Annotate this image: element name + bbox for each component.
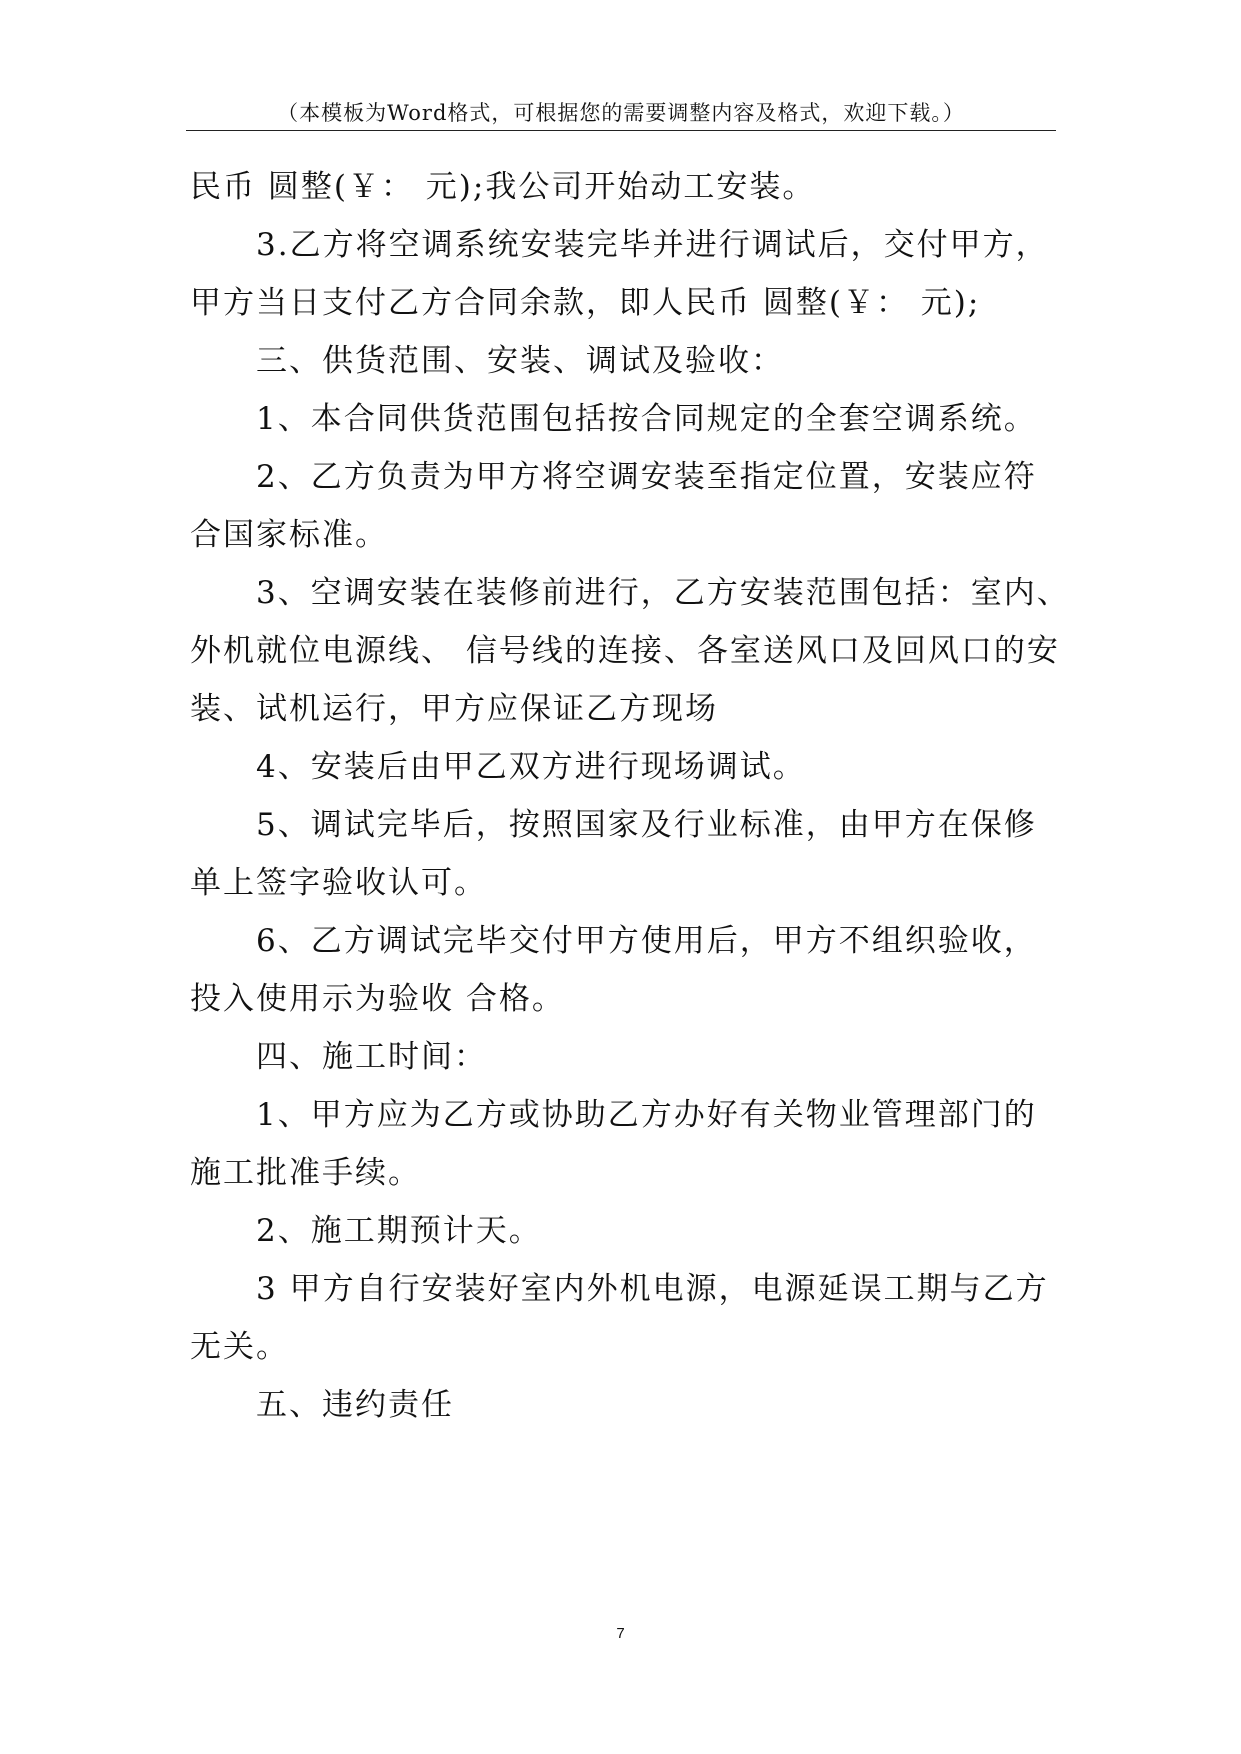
- template-header-note: （本模板为Word格式，可根据您的需要调整内容及格式，欢迎下载。）: [277, 101, 965, 125]
- paragraph-line: 3 甲方自行安装好室内外机电源，电源延误工期与乙方: [256, 1271, 1049, 1307]
- section-heading: 四、施工时间：: [256, 1039, 487, 1075]
- paragraph-line: 外机就位电源线、 信号线的连接、各室送风口及回风口的安: [190, 633, 1060, 669]
- header-divider: [186, 130, 1056, 131]
- paragraph-line: 无关。: [190, 1329, 289, 1365]
- paragraph-line: 施工批准手续。: [190, 1155, 421, 1191]
- paragraph-line: 合国家标准。: [190, 517, 388, 553]
- section-heading: 三、供货范围、安装、调试及验收：: [256, 343, 784, 379]
- paragraph-line: 装、试机运行，甲方应保证乙方现场: [190, 691, 718, 727]
- paragraph-line: 甲方当日支付乙方合同余款，即人民币 圆整(￥： 元);: [190, 285, 981, 321]
- paragraph-line: 3.乙方将空调系统安装完毕并进行调试后，交付甲方，: [256, 227, 1049, 263]
- paragraph-line: 2、乙方负责为甲方将空调安装至指定位置，安装应符: [256, 459, 1037, 495]
- paragraph-line: 2、施工期预计天。: [256, 1213, 542, 1249]
- paragraph-line: 4、安装后由甲乙双方进行现场调试。: [256, 749, 806, 785]
- paragraph-line: 单上签字验收认可。: [190, 865, 487, 901]
- paragraph-line: 投入使用示为验收 合格。: [190, 981, 565, 1017]
- paragraph-line: 1、甲方应为乙方或协助乙方办好有关物业管理部门的: [256, 1097, 1037, 1133]
- paragraph-line: 5、调试完毕后，按照国家及行业标准，由甲方在保修: [256, 807, 1037, 843]
- paragraph-line: 6、乙方调试完毕交付甲方使用后，甲方不组织验收，: [256, 923, 1037, 959]
- paragraph-line: 3、空调安装在装修前进行，乙方安装范围包括：室内、: [256, 575, 1070, 611]
- section-heading: 五、违约责任: [256, 1387, 454, 1423]
- page-number: 7: [616, 1625, 625, 1642]
- paragraph-line: 民币 圆整(￥： 元);我公司开始动工安装。: [190, 169, 816, 205]
- paragraph-line: 1、本合同供货范围包括按合同规定的全套空调系统。: [256, 401, 1037, 437]
